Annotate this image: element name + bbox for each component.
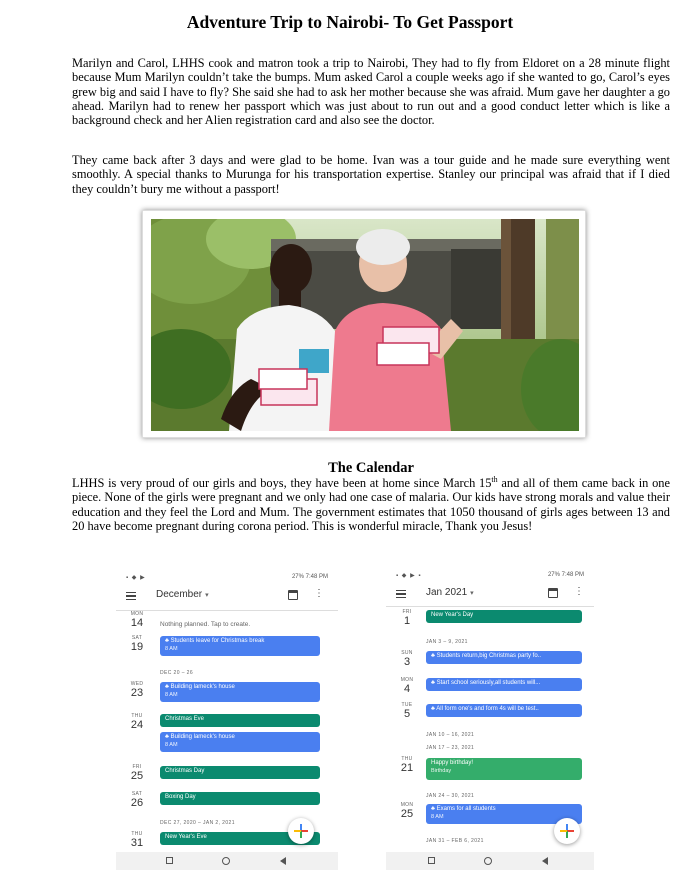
day-of-week: WED bbox=[130, 681, 144, 687]
back-icon[interactable] bbox=[280, 857, 286, 865]
week-range: JAN 10 – 16, 2021 bbox=[426, 732, 475, 738]
day-of-week: SAT bbox=[131, 791, 143, 797]
day-of-week: MON bbox=[400, 802, 414, 808]
day-of-week: THU bbox=[131, 713, 143, 719]
event-building-house[interactable]: ♣ Building lameck's house 8 AM bbox=[160, 682, 320, 702]
notification-icons: ▪ ◆ ▶ bbox=[126, 575, 146, 581]
photo-two-women-holding-tickets bbox=[151, 219, 579, 431]
plus-icon bbox=[560, 824, 574, 838]
home-icon[interactable] bbox=[484, 857, 492, 865]
day-of-week: MON bbox=[130, 611, 144, 617]
calendar-app-bar bbox=[116, 586, 338, 608]
day-number: 25 bbox=[130, 770, 144, 782]
menu-icon[interactable] bbox=[126, 592, 136, 600]
week-range: JAN 17 – 23, 2021 bbox=[426, 745, 475, 751]
day-of-week: THU bbox=[131, 831, 143, 837]
recent-apps-icon[interactable] bbox=[166, 857, 173, 864]
day-number: 1 bbox=[403, 615, 411, 627]
day-of-week: FRI bbox=[402, 609, 412, 615]
caret-down-icon: ▾ bbox=[470, 590, 474, 597]
day-of-week: MON bbox=[400, 677, 414, 683]
event-form-test[interactable]: ♣ All form one's and form 4s will be test.. bbox=[426, 704, 582, 717]
event-building-house-2[interactable]: ♣ Building lameck's house 8 AM bbox=[160, 732, 320, 752]
event-new-years-day[interactable]: New Year's Day bbox=[426, 610, 582, 623]
calendar-heading: The Calendar bbox=[328, 460, 414, 476]
week-range: DEC 20 – 26 bbox=[160, 670, 194, 676]
day-of-week: FRI bbox=[132, 764, 142, 770]
create-event-button[interactable] bbox=[288, 818, 314, 844]
event-christmas-day[interactable]: Christmas Day bbox=[160, 766, 320, 779]
page-title: Adventure Trip to Nairobi- To Get Passport bbox=[186, 12, 514, 32]
status-bar bbox=[124, 574, 330, 584]
month-selector[interactable]: Jan 2021 ▾ bbox=[426, 587, 474, 598]
notification-icons: ▪ ◆ ▶ ▪ bbox=[396, 573, 422, 579]
event-christmas-eve[interactable]: Christmas Eve bbox=[160, 714, 320, 727]
event-new-years-eve[interactable]: New Year's Eve bbox=[160, 832, 320, 845]
day-of-week: SUN bbox=[401, 650, 413, 656]
calendar-app-bar bbox=[386, 584, 594, 606]
event-students-leave[interactable]: ♣ Students leave for Christmas break 8 AM bbox=[160, 636, 320, 656]
event-students-return[interactable]: ♣ Students return,big Christmas party fo.. bbox=[426, 651, 582, 664]
nothing-planned-text[interactable]: Nothing planned. Tap to create. bbox=[160, 621, 251, 628]
day-number: 3 bbox=[403, 656, 411, 668]
event-start-school[interactable]: ♣ Start school seriously,all students will... bbox=[426, 678, 582, 691]
week-range: JAN 31 – FEB 6, 2021 bbox=[426, 838, 484, 844]
day-of-week: TUE bbox=[401, 702, 413, 708]
plus-icon bbox=[294, 824, 308, 838]
calendar-paragraph: LHHS is very proud of our girls and boys, they have been at home since March 15th and all of them came back in one piece. None of the girls were pregnant and we only had one case of malaria. Our kids have strong morals and value their education and they feel the Lord and Mum. The government estimates that 1050 thousand of girls ages between 13 and 20 have become pregnant during corona period. This is wonderful miracle, Thank you Jesus! bbox=[72, 474, 670, 533]
week-range: DEC 27, 2020 – JAN 2, 2021 bbox=[160, 820, 235, 826]
more-options-icon[interactable]: ⋮ bbox=[574, 586, 584, 597]
trip-paragraph-1: Marilyn and Carol, LHHS cook and matron took a trip to Nairobi, They had to fly from Eldoret on a 28 minute flight because Mum Marilyn couldn’t take the bumps. Mum asked Carol a couple weeks ago if she wanted to go, Carol’s eyes grew big and said I have to fly? She said she had to ask her mother because she was afraid. Mum gave her daughter a go ahead. Marilyn had to renew her passport which was just about to run out and a good conduct letter which is like a background check and her Alien registration card and also see the doctor. bbox=[72, 56, 670, 128]
event-happy-birthday[interactable]: Happy birthday! Birthday bbox=[426, 758, 582, 780]
back-icon[interactable] bbox=[542, 857, 548, 865]
status-time: 27% 7:48 PM bbox=[291, 574, 328, 580]
day-number: 23 bbox=[130, 687, 144, 699]
status-time: 27% 7:48 PM bbox=[547, 572, 584, 578]
event-boxing-day[interactable]: Boxing Day bbox=[160, 792, 320, 805]
today-calendar-icon[interactable] bbox=[288, 590, 298, 600]
today-calendar-icon[interactable] bbox=[548, 588, 558, 598]
trip-paragraph-2: They came back after 3 days and were glad to be home. Ivan was a tour guide and he made sure everything went smoothly. A special thanks to Murunga for his transportation expertise. Stanley our principal was afraid that if I died they couldn’t bury me without a passport! bbox=[72, 153, 670, 196]
month-selector[interactable]: December ▾ bbox=[156, 589, 209, 600]
status-bar bbox=[394, 572, 586, 582]
android-nav-bar bbox=[116, 852, 338, 870]
week-range: JAN 3 – 9, 2021 bbox=[426, 639, 468, 645]
passport-photo bbox=[142, 210, 586, 438]
day-number: 4 bbox=[403, 683, 411, 695]
create-event-button[interactable] bbox=[554, 818, 580, 844]
event-exams[interactable]: ♣ Exams for all students 8 AM bbox=[426, 804, 582, 824]
menu-icon[interactable] bbox=[396, 590, 406, 598]
android-nav-bar bbox=[386, 852, 594, 870]
day-of-week: THU bbox=[401, 756, 413, 762]
recent-apps-icon[interactable] bbox=[428, 857, 435, 864]
day-number: 19 bbox=[130, 641, 144, 653]
day-of-week: SAT bbox=[131, 635, 143, 641]
day-number: 25 bbox=[400, 808, 414, 820]
home-icon[interactable] bbox=[222, 857, 230, 865]
day-number: 24 bbox=[130, 719, 144, 731]
day-number: 26 bbox=[130, 797, 144, 809]
day-number: 5 bbox=[403, 708, 411, 720]
caret-down-icon: ▾ bbox=[205, 592, 209, 599]
day-number: 14 bbox=[130, 617, 144, 629]
week-range: JAN 24 – 30, 2021 bbox=[426, 793, 475, 799]
day-number: 31 bbox=[130, 837, 144, 849]
day-number: 21 bbox=[400, 762, 414, 774]
calendar-screenshot-december bbox=[116, 570, 338, 870]
calendar-screenshot-january bbox=[386, 568, 594, 870]
more-options-icon[interactable]: ⋮ bbox=[314, 588, 324, 599]
